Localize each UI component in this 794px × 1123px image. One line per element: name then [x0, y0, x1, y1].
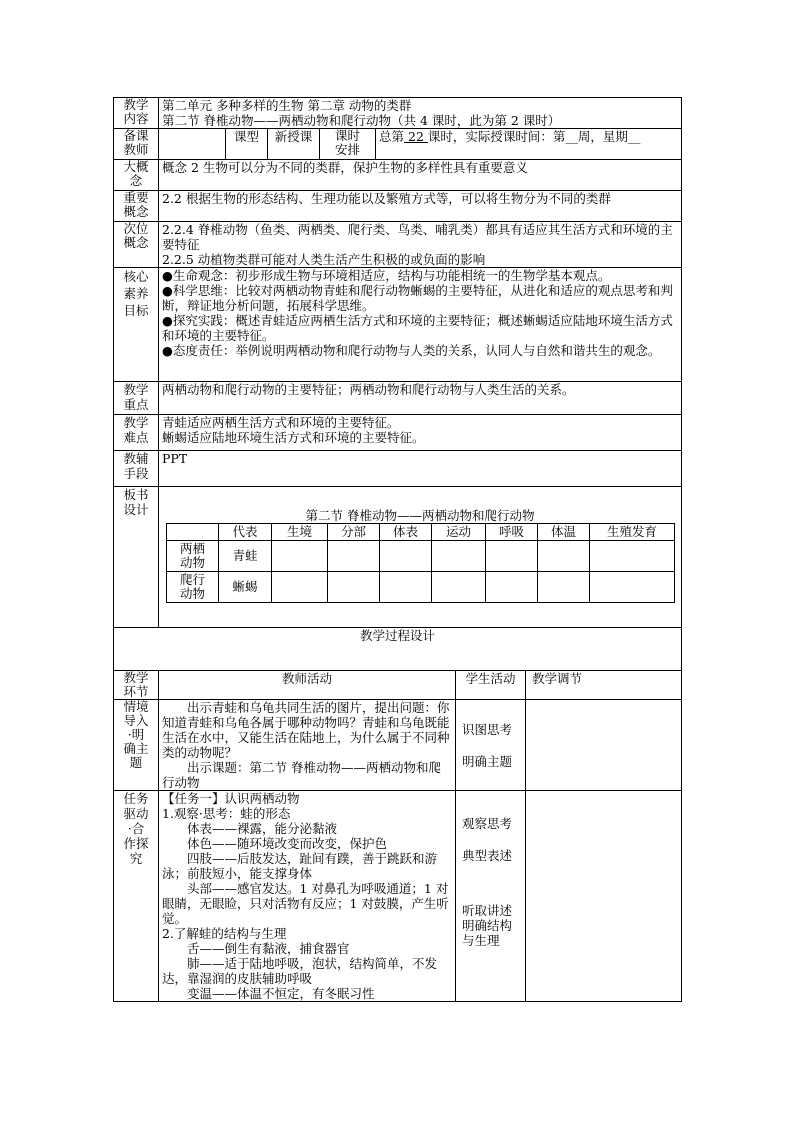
- board-design-cell: [159, 487, 682, 628]
- board-header-cell: 生殖发育: [590, 524, 675, 541]
- step-observe-heading: 1.观察·思考：蛙的形态: [162, 806, 291, 821]
- board-cell: [272, 541, 328, 572]
- board-header-cell: 运动: [432, 524, 486, 541]
- frog-lung: 肺——适于陆地呼吸，泡状，结构简单，不发达，靠湿润的皮肤辅助呼吸: [162, 956, 438, 986]
- core-literacy-cell: [159, 268, 682, 382]
- difficulty-lizard: 蜥蜴适应陆地环境生活方式和环境的主要特征。: [162, 430, 425, 445]
- big-concept-label: 大概念: [114, 160, 159, 191]
- prep-teacher-value: [159, 129, 226, 160]
- board-header-cell: 代表: [219, 524, 272, 541]
- board-cell: [590, 572, 675, 603]
- step-structure-heading: 2.了解蛙的结构与生理: [162, 926, 287, 941]
- board-cell: [538, 572, 590, 603]
- frog-tongue: 舌——倒生有黏液，捕食器官: [187, 941, 350, 956]
- board-row-label: 爬行动物: [167, 572, 219, 603]
- goal-inquiry-practice: ●探究实践：概述青蛙适应两栖生活方式和环境的主要特征；概述蜥蜴适应陆地环境生活方式和环境的主要特征。: [162, 313, 673, 343]
- board-cell: [432, 541, 486, 572]
- board-cell: [538, 541, 590, 572]
- stage1-student-activity: 识图思考: [462, 721, 513, 737]
- lesson-plan-table: [113, 97, 682, 1002]
- board-cell: [486, 572, 538, 603]
- board-row-amphibian: [167, 541, 675, 572]
- stage1-label: 情境导入·明确主题: [114, 700, 159, 791]
- sub-concept-cell: [159, 222, 682, 268]
- core-literacy-label: 核心素养目标: [114, 268, 159, 382]
- sub-concept-label: 次位概念: [114, 222, 159, 268]
- big-concept-text: 概念 2 生物可以分为不同的类群，保护生物的多样性具有重要意义: [159, 160, 682, 191]
- board-header-cell: 体温: [538, 524, 590, 541]
- stage2-student-activity: 典型表述: [462, 848, 513, 863]
- aids-text: PPT: [159, 451, 682, 487]
- frog-skin: 体表——裸露，能分泌黏液: [187, 821, 338, 836]
- board-title: 第二节 脊椎动物——两栖动物和爬行动物: [305, 508, 535, 523]
- board-header-cell: [167, 524, 219, 541]
- board-header-cell: 生境: [272, 524, 328, 541]
- key-point-text: 两栖动物和爬行动物的主要特征；两栖动物和爬行动物与人类生活的关系。: [159, 382, 682, 415]
- board-header-cell: 呼吸: [486, 524, 538, 541]
- lesson-type-value: 新授课: [268, 129, 320, 160]
- frog-head: 头部——感官发达。1 对鼻孔为呼吸通道；1 对眼睛，无眼睑，只对活物有反应；1 对鼓膜，产生听觉。: [162, 881, 449, 926]
- board-header-cell: 分部: [328, 524, 380, 541]
- difficulty-label: 教学难点: [114, 415, 159, 451]
- section-title: 第二节 脊椎动物——两栖动物和爬行动物（共 4 课时，此为第 2 课时）: [162, 113, 561, 128]
- goal-attitude-responsibility: ●态度责任：举例说明两栖动物和爬行动物与人类的关系，认同人与自然和谐共生的观念。: [162, 343, 661, 358]
- stage2-label: 任务驱动·合作探究: [114, 791, 159, 1002]
- student-column-header: 学生活动: [456, 671, 526, 700]
- stage2-adjust-cell: [526, 791, 682, 1002]
- key-concept-text: 2.2 根据生物的形态结构、生理功能以及繁殖方式等，可以将生物分为不同的类群: [159, 191, 682, 222]
- stage1-student-cell: [456, 700, 526, 791]
- teacher-column-header: 教师活动: [159, 671, 456, 700]
- stage1-intro-question: 出示青蛙和乌龟共同生活的图片，提出问题：你知道青蛙和乌龟各属于哪种动物吗？青蛙和乌龟既能生活在水中，又能生活在陆地上，为什么属于不同种类的动物呢？: [162, 700, 450, 760]
- stage1-adjust-cell: [526, 700, 682, 791]
- stage1-show-title: 出示课题：第二节 脊椎动物——两栖动物和爬行动物: [162, 760, 441, 790]
- stage2-teacher-cell: [159, 791, 456, 1002]
- prep-teacher-label: 备课教师: [114, 129, 159, 160]
- board-cell: [432, 572, 486, 603]
- frog-temperature: 变温——体温不恒定，有冬眠习性: [187, 986, 375, 1001]
- frog-limbs: 四肢——后肢发达，趾间有蹼，善于跳跃和游泳；前肢短小，能支撑身体: [162, 851, 438, 881]
- stage2-student-cell: [456, 791, 526, 1002]
- goal-life-concept: ●生命观念：初步形成生物与环境相适应，结构与功能相统一的生物学基本观点。: [162, 268, 611, 283]
- board-cell: [590, 541, 675, 572]
- key-concept-label: 重要概念: [114, 191, 159, 222]
- board-header-row: [167, 524, 675, 541]
- stage2-student-activity: 观察思考: [462, 816, 513, 831]
- board-cell: [380, 572, 432, 603]
- sub-concept-224: 2.2.4 脊椎动物（鱼类、两栖类、爬行类、鸟类、哺乳类）都具有适应其生活方式和环境的主要特征: [162, 222, 673, 252]
- task-one-title: 【任务一】认识两栖动物: [162, 791, 300, 806]
- board-table: [166, 523, 675, 603]
- board-design-label: 板书设计: [114, 487, 159, 628]
- schedule-value: 总第 22 课时，实际授课时间：第__周，星期__: [376, 129, 682, 160]
- board-cell: [486, 541, 538, 572]
- lesson-type-label: 课型: [226, 129, 268, 160]
- sub-concept-225: 2.2.5 动植物类群可能对人类生活产生积极的或负面的影响: [162, 252, 486, 267]
- board-row-reptile: [167, 572, 675, 603]
- board-cell: [328, 572, 380, 603]
- unit-title: 第二单元 多种多样的生物 第二章 动物的类群: [162, 98, 412, 113]
- lesson-plan-page: [113, 97, 681, 1002]
- adjust-column-header: 教学调节: [526, 671, 682, 700]
- content-cell: [159, 98, 682, 129]
- difficulty-cell: [159, 415, 682, 451]
- difficulty-frog: 青蛙适应两栖生活方式和环境的主要特征。: [162, 415, 400, 430]
- board-cell: [272, 572, 328, 603]
- stage1-student-activity: 明确主题: [462, 753, 513, 769]
- board-cell: [380, 541, 432, 572]
- board-cell: [328, 541, 380, 572]
- board-cell: 蜥蜴: [219, 572, 272, 603]
- aids-label: 教辅手段: [114, 451, 159, 487]
- goal-science-thinking: ●科学思维：比较对两栖动物青蛙和爬行动物蜥蜴的主要特征，从进化和适应的观点思考和判断，辩证地分析问题，拓展科学思维。: [162, 283, 673, 313]
- board-cell: 青蛙: [219, 541, 272, 572]
- total-lesson-number: 22: [404, 129, 428, 144]
- frog-color: 体色——随环境改变而改变，保护色: [187, 836, 388, 851]
- stage2-student-activity: 听取讲述明确结构与生理: [462, 903, 513, 948]
- key-point-label: 教学重点: [114, 382, 159, 415]
- stage1-teacher-cell: [159, 700, 456, 791]
- stage-column-header: 教学环节: [114, 671, 159, 700]
- board-header-cell: 体表: [380, 524, 432, 541]
- board-row-label: 两栖动物: [167, 541, 219, 572]
- process-title: 教学过程设计: [114, 628, 682, 671]
- content-label: 教学内容: [114, 98, 159, 129]
- schedule-label: 课时安排: [320, 129, 376, 160]
